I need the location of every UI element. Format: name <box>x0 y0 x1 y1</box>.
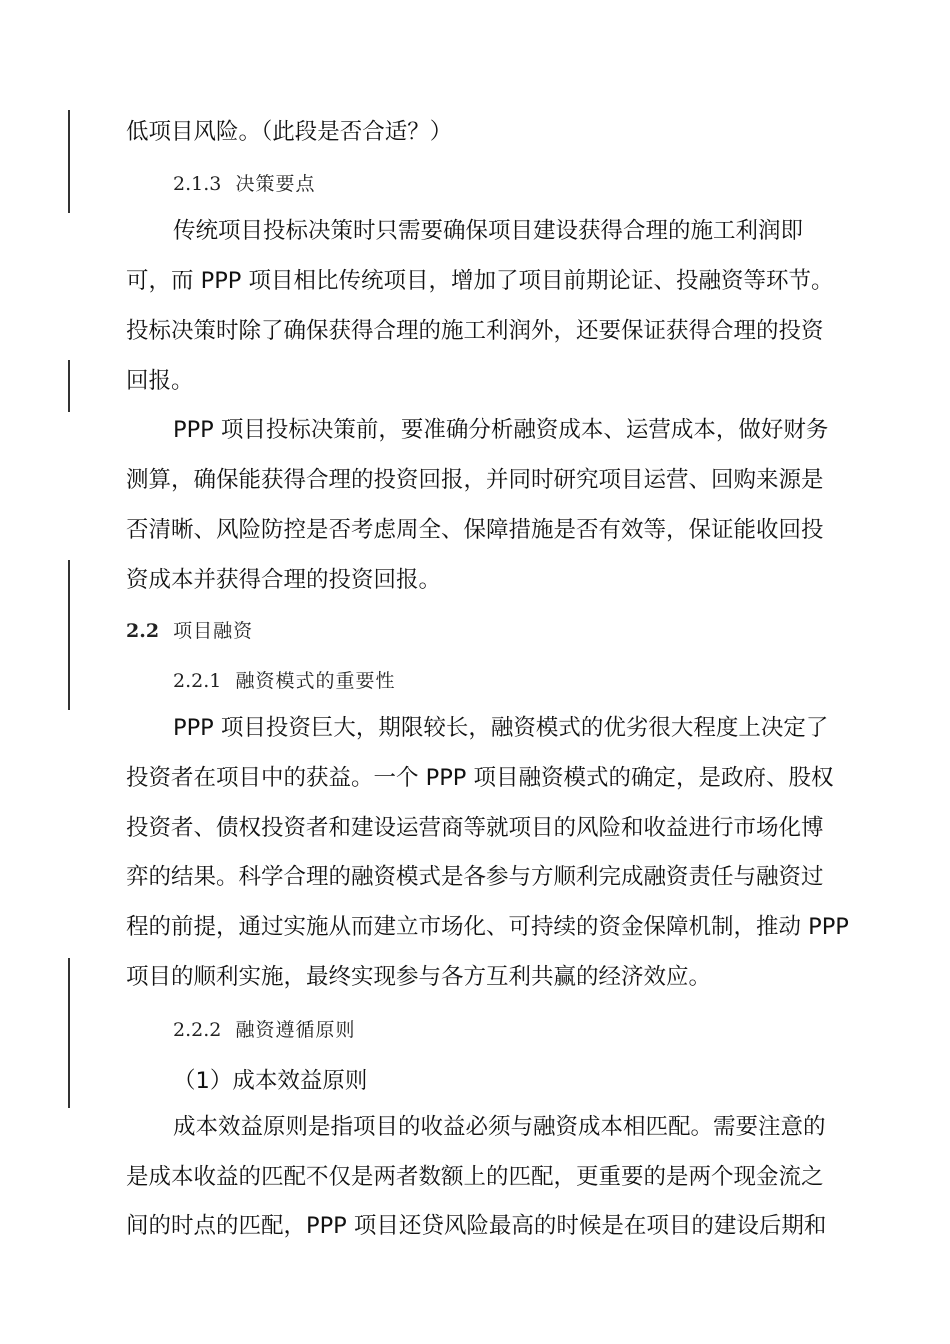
text-line: 是成本收益的匹配不仅是两者数额上的匹配，更重要的是两个现金流之 <box>126 1164 824 1190</box>
revision-bar <box>68 360 70 412</box>
text-line: PPP 项目投资巨大，期限较长，融资模式的优劣很大程度上决定了 <box>173 715 829 741</box>
text-line: PPP 项目投标决策前，要准确分析融资成本、运营成本，做好财务 <box>173 417 829 443</box>
text-line: 间的时点的匹配，PPP 项目还贷风险最高的时候是在项目的建设后期和 <box>126 1213 827 1239</box>
text-line: 资成本并获得合理的投资回报。 <box>126 567 442 593</box>
heading-number: 2.2.1 <box>173 670 222 692</box>
text-line: 项目的顺利实施，最终实现参与各方互利共赢的经济效应。 <box>126 964 712 990</box>
text-line: 低项目风险。（此段是否合适？） <box>126 119 453 145</box>
heading-number: 2.1.3 <box>173 173 222 195</box>
text-line: 回报。 <box>126 368 194 394</box>
revision-bar <box>68 560 70 710</box>
section-heading-2-2-1 <box>173 668 395 694</box>
text-line: 程的前提，通过实施从而建立市场化、可持续的资金保障机制，推动 PPP <box>126 914 849 940</box>
text-line: 测算，确保能获得合理的投资回报，并同时研究项目运营、回购来源是 <box>126 467 824 493</box>
list-item-title: （1）成本效益原则 <box>173 1068 368 1094</box>
heading-number: 2.2.2 <box>173 1019 222 1041</box>
section-heading-2-2-2 <box>173 1017 355 1043</box>
heading-title: 融资遵循原则 <box>235 1019 356 1041</box>
text-line: 传统项目投标决策时只需要确保项目建设获得合理的施工利润即 <box>173 218 804 244</box>
heading-title: 决策要点 <box>235 173 316 195</box>
section-heading-2-1-3 <box>173 171 315 197</box>
text-line: 弈的结果。科学合理的融资模式是各参与方顺利完成融资责任与融资过 <box>126 864 824 890</box>
text-line: 可，而 PPP 项目相比传统项目，增加了项目前期论证、投融资等环节。 <box>126 268 834 294</box>
text-line: 投资者在项目中的获益。一个 PPP 项目融资模式的确定，是政府、股权 <box>126 765 834 791</box>
text-line: 投资者、债权投资者和建设运营商等就项目的风险和收益进行市场化博 <box>126 815 824 841</box>
heading-title: 融资模式的重要性 <box>235 670 396 692</box>
heading-title: 项目融资 <box>173 620 254 642</box>
revision-bar <box>68 958 70 1108</box>
text-line: 投标决策时除了确保获得合理的施工利润外，还要保证获得合理的投资 <box>126 318 824 344</box>
section-heading-2-2 <box>126 618 253 644</box>
heading-number: 2.2 <box>126 620 160 642</box>
text-line: 成本效益原则是指项目的收益必须与融资成本相匹配。需要注意的 <box>173 1114 826 1140</box>
text-line: 否清晰、风险防控是否考虑周全、保障措施是否有效等，保证能收回投 <box>126 517 824 543</box>
revision-bar <box>68 110 70 213</box>
